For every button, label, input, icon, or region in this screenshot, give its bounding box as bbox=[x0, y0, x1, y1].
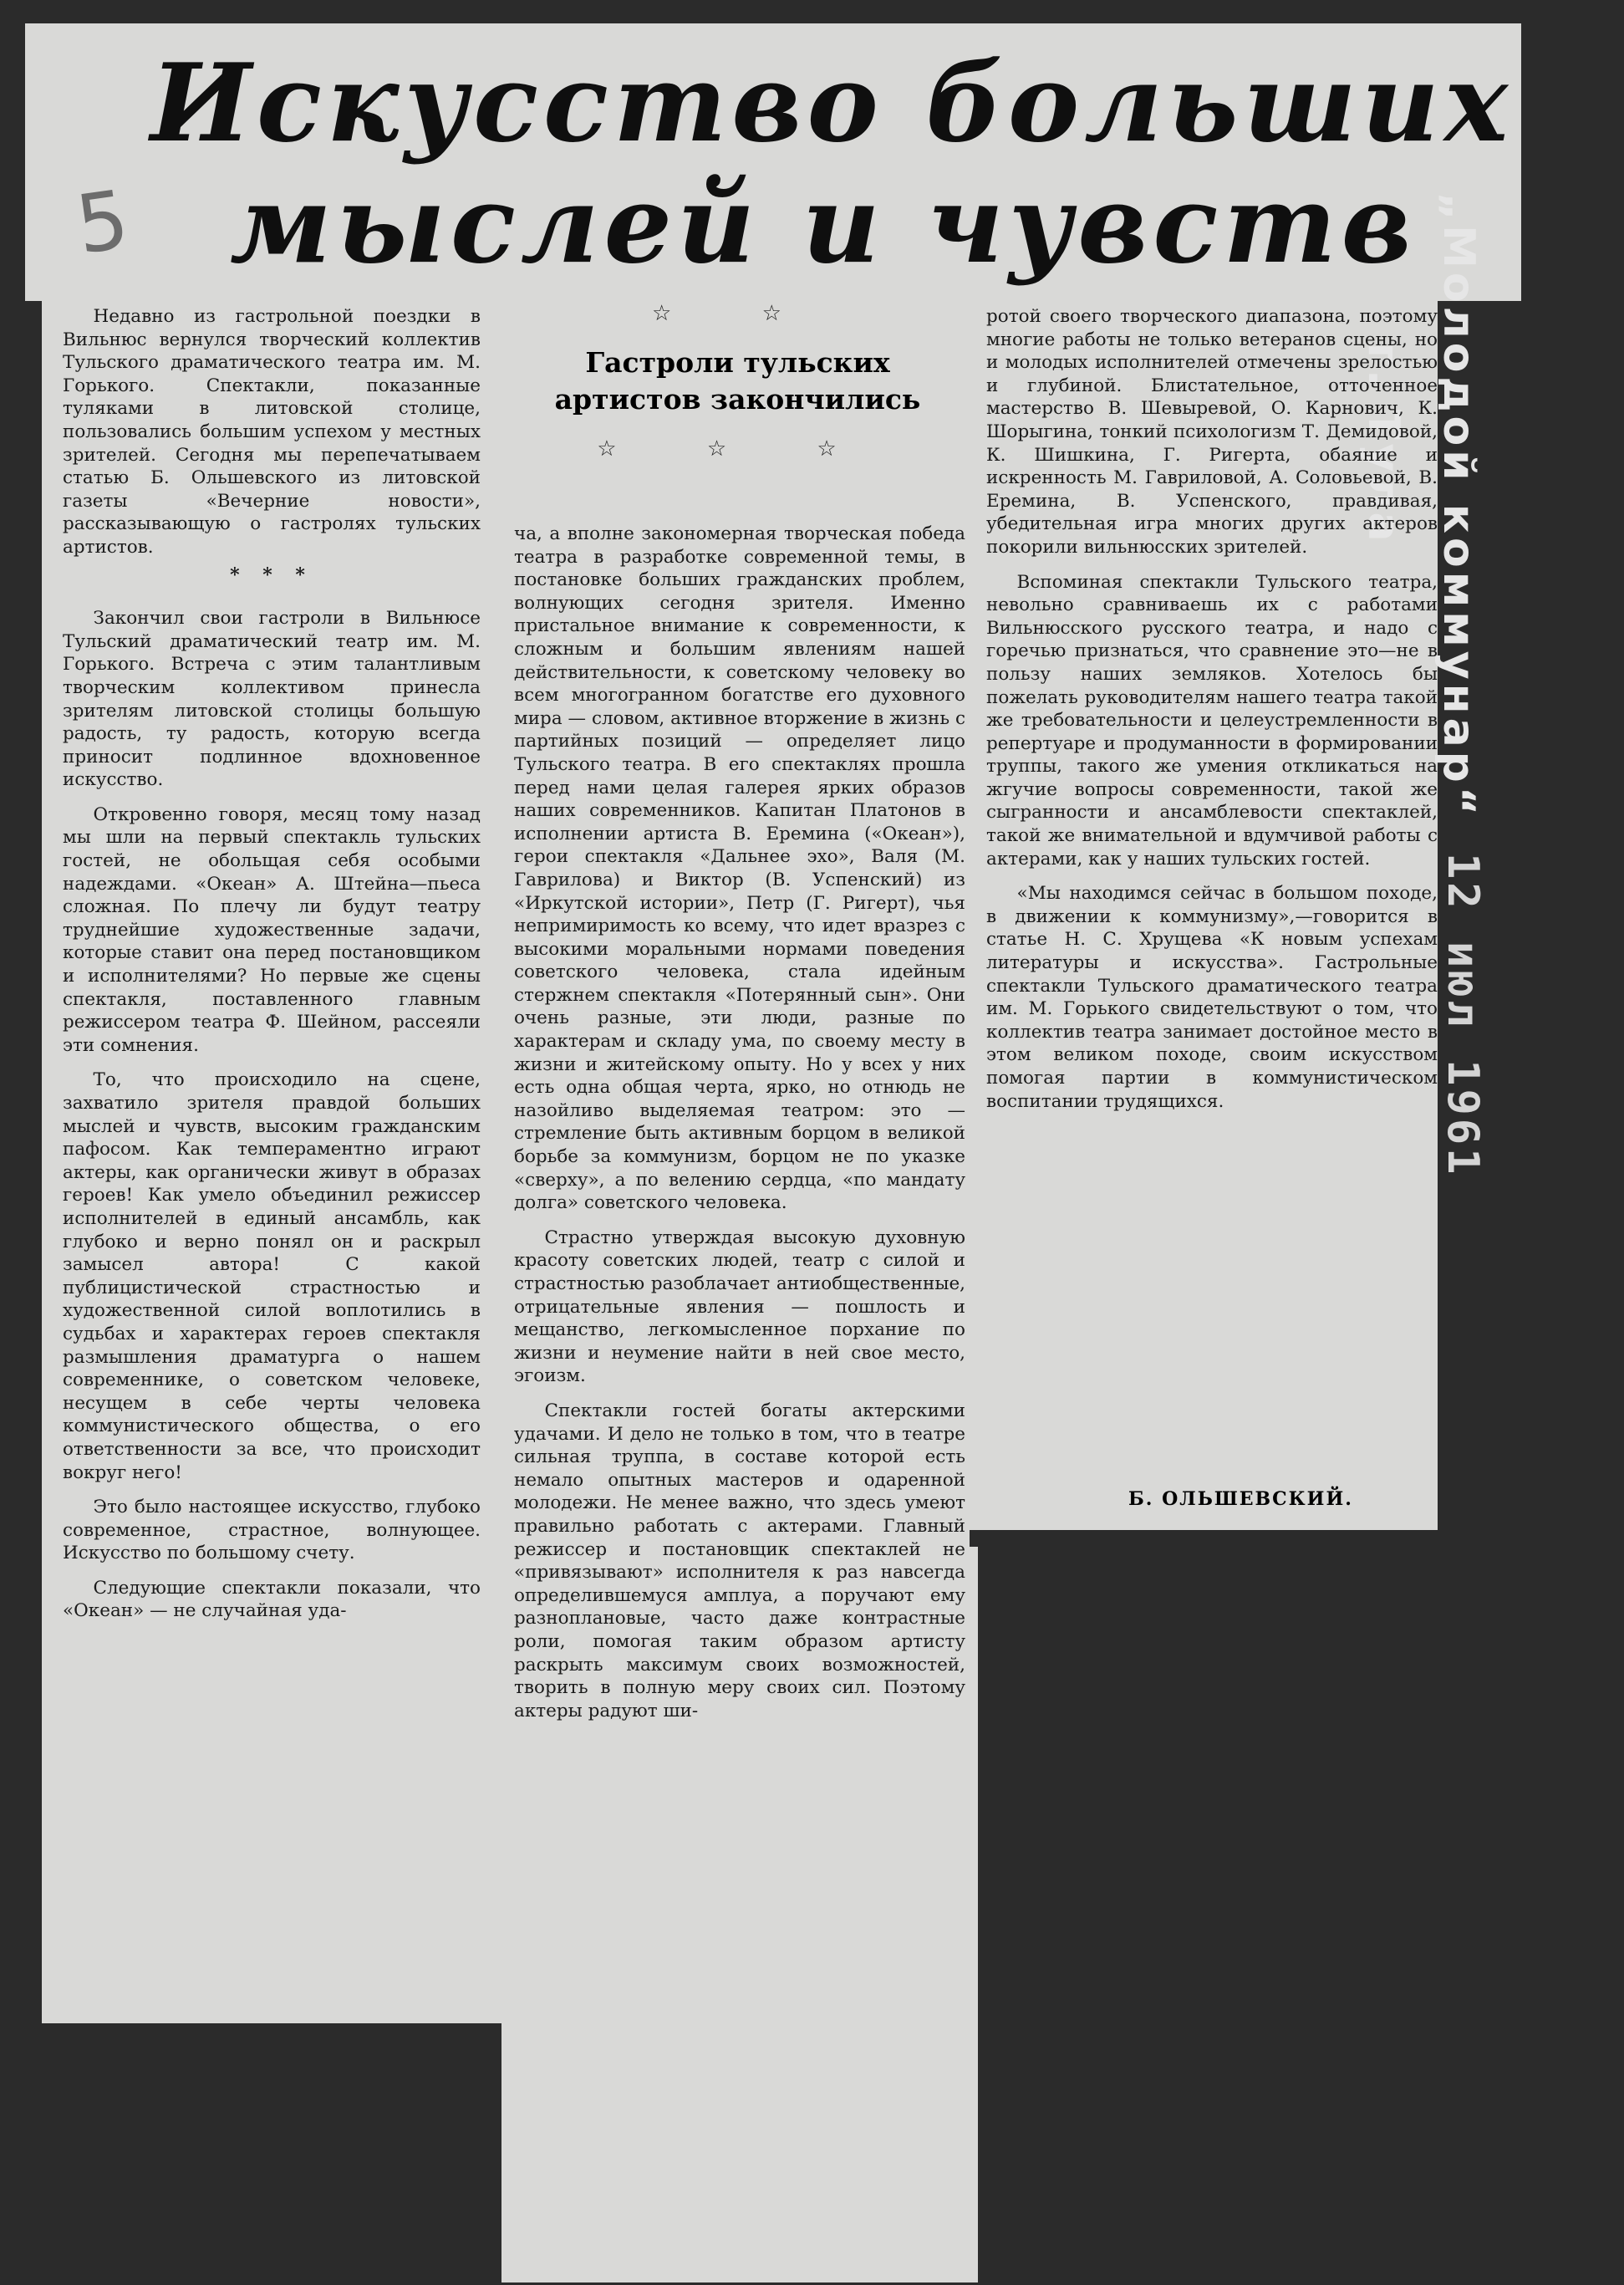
article-paragraph: Вспоминая спектакли Тульского театра, невольно сравниваешь их с работами Вильнюсского русского театра, и надо с горечью признаться, что сравнение это—не в пользу наших земляков. Хотелось бы пожелать руководителям нашего театра такой же требовательности и целеустремленности в репертуаре и продуманности в формировании труппы, такого же умения откликаться на жгучие вопросы современности, такой же сыгранности и ансамблевости спектаклей, такой же внимательной и вдумчивой работы с актерами, как у наших тульских гостей. bbox=[986, 571, 1438, 870]
article-paragraph: Спектакли гостей богаты актерскими удачами. И дело не только в том, что в театре сильная труппа, в составе которой есть немало опытных мастеров и одаренной молодежи. Не менее важно, что здесь умеют правильно работать с актерами. Главный режиссер и постановщик спектаклей не «привязывают» исполнителя к раз навсегда определившемуся амплуа, а поручают ему разноплановые, часто даже контрастные роли, помогая таким образом артисту раскрыть максимум своих возможностей, творить в полную меру своих сил. Поэтому актеры радуют ши- bbox=[514, 1400, 965, 1721]
article-paragraph: То, что происходило на сцене, захватило зрителя правдой больших мыслей и чувств, высоким гражданским пафосом. Как темпераментно играют актеры, как органически живут в образах героев! Как умело объединил режиссер исполнителей в единый ансамбль, как глубоко и верно понял он и раскрыл замысел автора! С какой публицистической страстностью и художественной силой воплотились в судьбах и характерах героев спектакля размышления драматурга о нашем современнике, о советском человеке, несущем в себе черты человека коммунистического общества, о его ответственности за все, что происходит вокруг него! bbox=[63, 1069, 481, 1483]
intro-paragraph: Недавно из гастрольной поездки в Вильнюс вернулся творческий коллектив Тульского драматического театра им. М. Горького. Спектакли, показанные туляками в литовской столице, пользовались большим успехом у местных зрителей. Сегодня мы перепечатываем статью Б. Ольшевского из литовской газеты «Вечерние новости», рассказывающую о гастролях тульских артистов. bbox=[63, 306, 481, 558]
stamp-city: г. Тула bbox=[1358, 343, 1408, 546]
stamp-date: 12 июл 1961 bbox=[1438, 853, 1488, 1178]
stars-ornament-bottom: ☆ ☆ ☆ bbox=[597, 436, 878, 462]
headline-line-2: мыслей и чувств bbox=[230, 162, 1417, 288]
article-paragraph: Страстно утверждая высокую духовную красоту советских людей, театр с силой и страстностью разоблачает антиобщественные, отрицательные явления — пошлость и мещанство, легкомысленное порхание по жизни и неумение найти в ней свое место, эгоизм. bbox=[514, 1227, 965, 1387]
article-paragraph: ротой своего творческого диапазона, поэтому многие работы не только ветеранов сцены, но и молодых исполнителей отмечены зрелостью и глубиной. Блистательное, отточенное мастерство В. Шевыревой, О. Карнович, К. Шорыгина, тонкий психологизм Т. Демидовой, К. Шишкина, Г. Ригерта, обаяние и искренность М. Гавриловой, А. Соловьевой, В. Еремина, В. Успенского, правдивая, убедительная игра многих других актеров покорили вильнюсских зрителей. bbox=[986, 306, 1438, 558]
article-paragraph: Следующие спектакли показали, что «Океан» — не случайная уда- bbox=[63, 1577, 481, 1622]
article-paragraph: Откровенно говоря, месяц тому назад мы шли на первый спектакль тульских гостей, не обольщая себя особыми надеждами. «Океан» А. Штейна—пьеса сложная. По плечу ли будут театру труднейшие художественные задачи, которые ставит она перед постановщиком и исполнителями? Но первые же сцены спектакля, поставленного главным режиссером театра Ф. Шейном, рассеяли эти сомнения. bbox=[63, 803, 481, 1056]
article-paragraph: «Мы находимся сейчас в большом походе, в движении к коммунизму»,—говорится в статье Н. С. Хрущева «К новым успехам литературы и искусства». Гастрольные спектакли Тульского драматического театра им. М. Горького свидетельствуют о том, что коллектив театра занимает достойное место в этом великом походе, своим искусством помогая партии в коммунистическом воспитании трудящихся. bbox=[986, 883, 1438, 1112]
column-right bbox=[986, 305, 1438, 1113]
column-left bbox=[63, 305, 481, 1623]
headline-line-1: Искусство больших bbox=[150, 41, 1514, 166]
pencil-page-number: 5 bbox=[70, 172, 135, 273]
subheadline-title: Гастроли тульских артистов закончились bbox=[554, 346, 921, 416]
article-paragraph: ча, а вполне закономерная творческая победа театра в разработке современной темы, в постановке больших гражданских проблем, волнующих сегодня зрителя. Именно пристальное внимание к современности, к сложным и большим явлениям нашей действительности, к советскому человеку во всем многогранном богатстве его духовного мира — словом, активное вторжение в жизнь с партийных позиций — определяет лицо Тульского театра. В его спектаклях прошла перед нами целая галерея ярких образов наших современников. Капитан Платонов в исполнении артиста В. Еремина («Океан»), герои спектакля «Дальнее эхо», Валя (М. Гаврилова) и Виктор (В. Успенский) из «Иркутской истории», Петр (Г. Ригерт), чья непримиримость ко всему, что идет вразрез с высокими моральными нормами поведения советского человека, стала идейным стержнем спектакля «Потерянный сын». Они очень разные, эти люди, разные по характерам и складу ума, по своему месту в жизни и житейскому опыту. Но у всех у них есть одна общая черта, ярко, но отнюдь не назойливо выделяемая театром: это — стремление быть активным борцом в великой борьбе за коммунизм, борцом не по указке «сверху», а по велению сердца, «по мандату долга» советского человека. bbox=[514, 523, 965, 1214]
author-signature: Б. ОЛЬШЕВСКИЙ. bbox=[1128, 1488, 1353, 1510]
article-paragraph: Закончил свои гастроли в Вильнюсе Тульский драматический театр им. М. Горького. Встреча с этим талантливым творческим коллективом принесла зрителям литовской столицы большую радость, ту радость, которую всегда приносит подлинное вдохновенное искусство. bbox=[63, 608, 481, 791]
subheadline-block bbox=[510, 301, 965, 462]
stars-ornament-top: ☆ ☆ bbox=[652, 301, 823, 326]
article-paragraph: Это было настоящее искусство, глубоко современное, страстное, волнующее. Искусство по большому счету. bbox=[63, 1497, 481, 1564]
stamp-newspaper-name: „Молодой коммунар“ bbox=[1433, 192, 1484, 820]
column-center bbox=[514, 523, 965, 1722]
section-separator: * * * bbox=[230, 564, 313, 586]
